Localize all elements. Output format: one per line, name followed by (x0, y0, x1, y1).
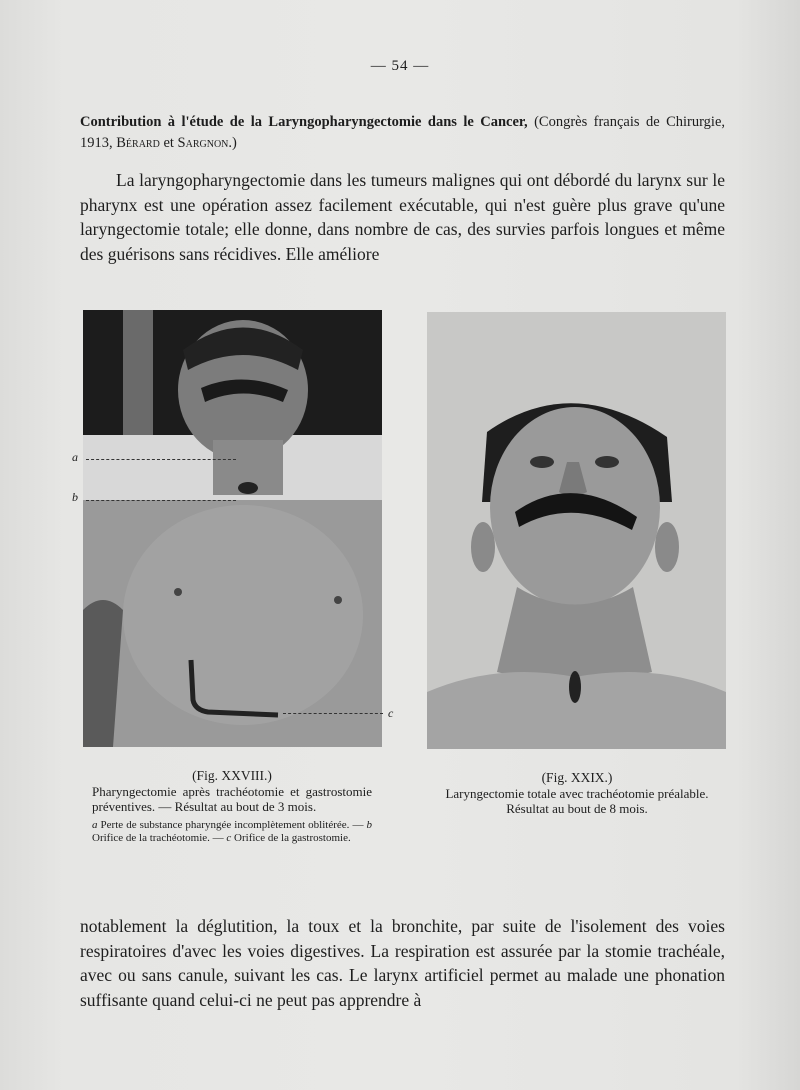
reference-details: (Congrès français de Chirurgie, 1913, (80, 114, 726, 151)
paragraph-intro: La laryngopharyngectomie dans les tumeurs malignes qui ont débordé du larynx sur le pharynx est une opération assez facilement exécutable, qui n'est guère plus grave qu'une laryngectomie totale; elle donne, dans nombre de cas, des survies parfois longues et même des guérisons sans récidives. Elle améliore (80, 170, 725, 264)
figure-xxix-caption-line1: Laryngectomie totale avec trachéotomie préalable. (445, 786, 709, 801)
figure-xxix-photo (427, 312, 726, 749)
paragraph-continued: notablement la déglutition, la toux et la bronchite, par suite de l'isolement des voies respiratoires d'avec les voies digestives. La respiration est assurée par la stomie trachéale, avec ou sans canule, suivant les cas. Le larynx artificiel permet au malade une phonation suffisante quand celui-ci ne peut pas apprendre à (80, 916, 725, 1010)
leader-line-b (86, 500, 236, 501)
figure-xxix-caption-line2: Résultat au bout de 8 mois. (506, 801, 648, 816)
note-c-text: Orifice de la gastrostomie. (234, 831, 351, 844)
page-number: — 54 — (370, 58, 430, 74)
note-b-text: Orifice de la trachéotomie. — (92, 831, 224, 844)
patient-upright-image (427, 312, 726, 749)
reference-author-2: Sargnon.) (177, 135, 237, 151)
figure-xxix-label: (Fig. XXIX.) (541, 770, 613, 785)
figure-xxviii-label: (Fig. XXVIII.) (192, 768, 272, 783)
figure-xxviii-notes (92, 819, 372, 844)
patient-supine-image (83, 310, 382, 747)
note-a-text: Perte de substance pharyngée incomplètement oblitérée. — (100, 819, 364, 831)
leader-line-c (283, 713, 383, 714)
reference-title: Contribution à l'étude de la Laryngopharyngectomie dans le Cancer, (80, 114, 528, 130)
figure-xxviii-caption (92, 768, 372, 844)
note-c-letter: c (226, 831, 232, 844)
note-a-letter: a (92, 819, 98, 831)
figure-xxviii-caption-text: Pharyngectomie après trachéotomie et gastrostomie préventives. — Résultat au bout de 3 mois. (92, 784, 372, 814)
bibliographic-reference (80, 112, 725, 154)
marker-a: a (72, 450, 78, 464)
note-b-letter: b (366, 819, 373, 831)
figure-xxix-caption (432, 770, 722, 816)
reference-conjunction: et (163, 135, 174, 151)
leader-line-a (86, 459, 236, 460)
reference-author-1: Bérard (116, 135, 160, 151)
figure-xxviii-photo (83, 310, 382, 747)
marker-b: b (72, 490, 78, 504)
marker-c: c (388, 706, 394, 720)
